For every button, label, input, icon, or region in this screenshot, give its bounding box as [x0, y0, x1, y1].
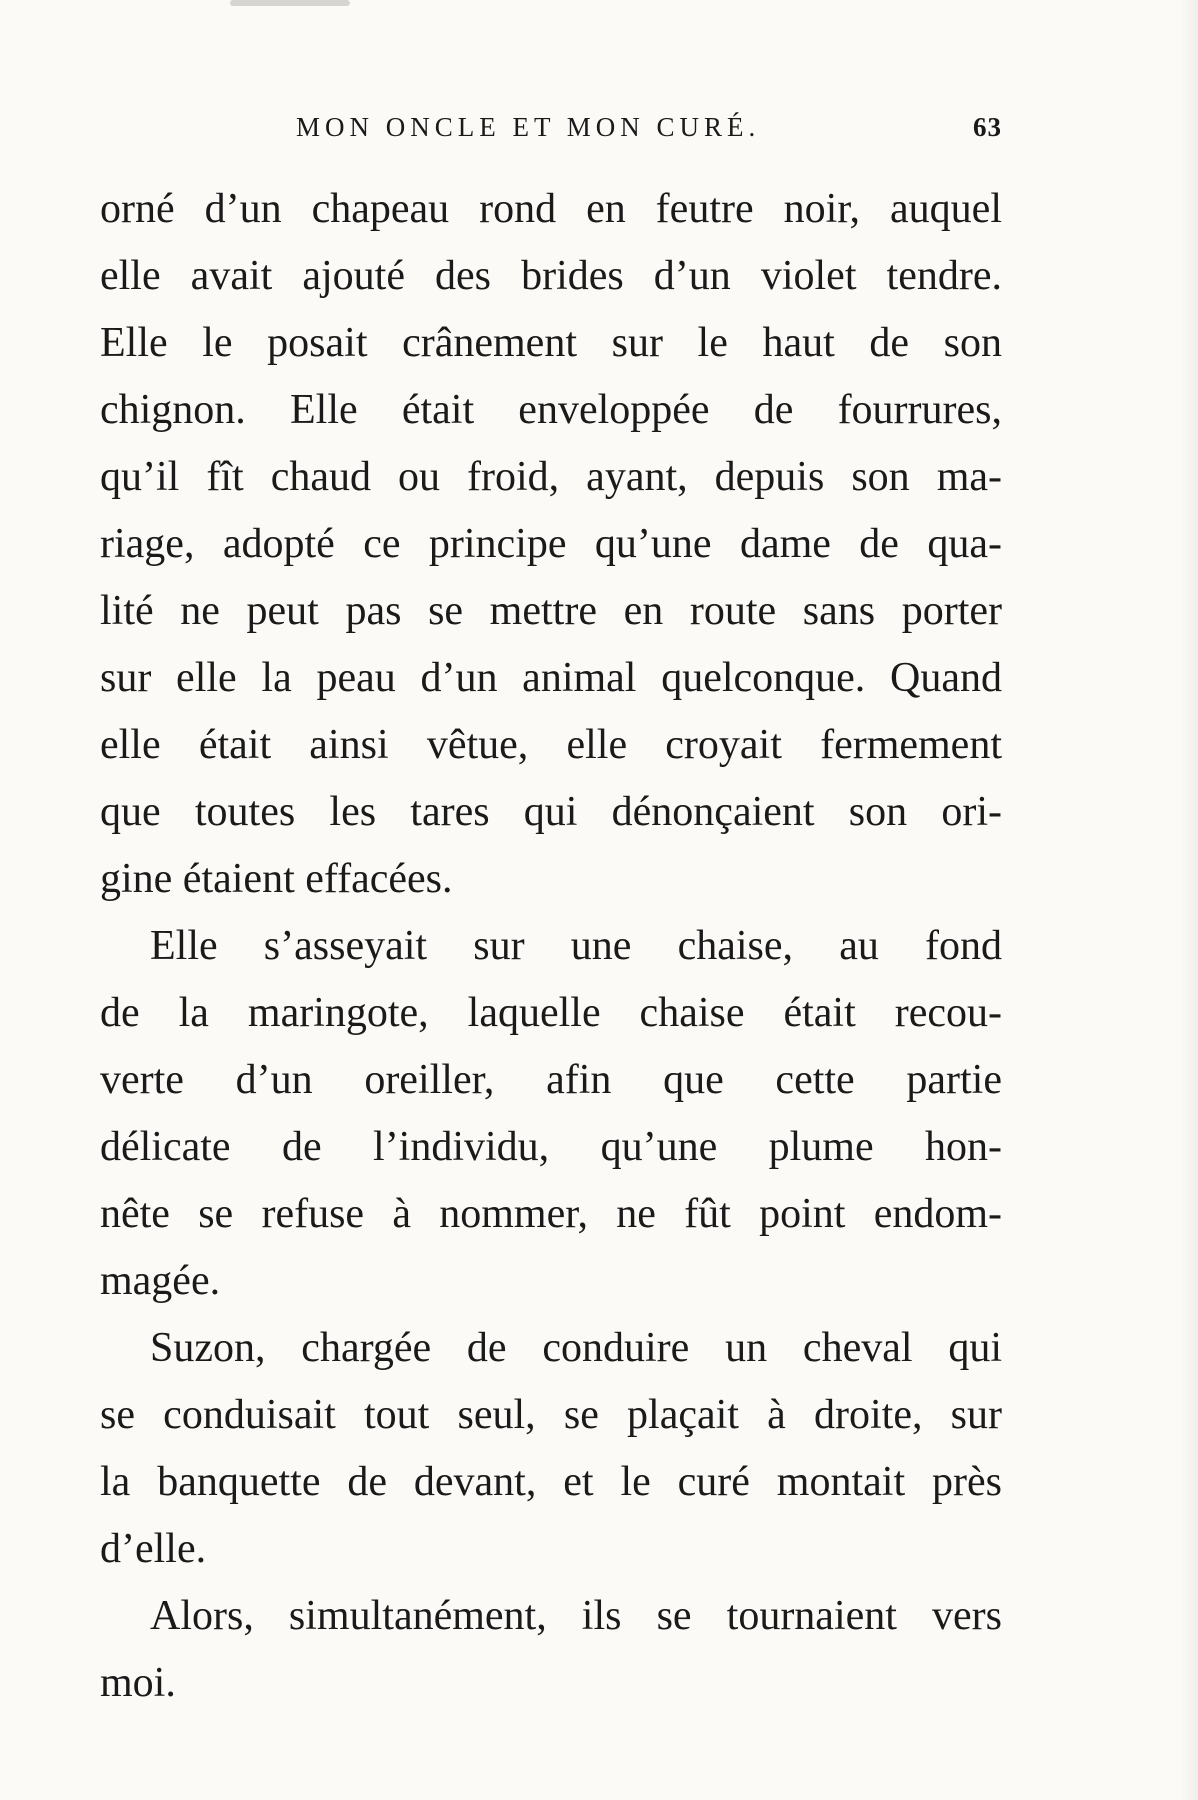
page-header	[96, 112, 1002, 156]
paragraph-3	[100, 1315, 1002, 1583]
text-line: lité ne peut pas se mettre en route sans porter	[100, 588, 1002, 634]
paragraph-2	[100, 913, 1002, 1315]
text-line: sur elle la peau d’un animal quelconque. Quand	[100, 655, 1002, 701]
text-line: de la maringote, laquelle chaise était recou-	[100, 990, 1002, 1036]
text-line: elle était ainsi vêtue, elle croyait fermement	[100, 722, 1002, 768]
text-line: moi.	[100, 1660, 176, 1706]
text-line: que toutes les tares qui dénonçaient son ori-	[100, 789, 1002, 835]
text-line: délicate de l’individu, qu’une plume hon-	[100, 1124, 1002, 1170]
text-line: Elle le posait crânement sur le haut de son	[100, 320, 1002, 366]
paragraph-4	[100, 1583, 1002, 1717]
text-line: Alors, simultanément, ils se tournaient vers	[150, 1593, 1002, 1639]
text-line: Suzon, chargée de conduire un cheval qui	[150, 1325, 1002, 1371]
text-line: orné d’un chapeau rond en feutre noir, auquel	[100, 186, 1002, 232]
text-line: verte d’un oreiller, afin que cette partie	[100, 1057, 1002, 1103]
text-line: chignon. Elle était enveloppée de fourrures,	[100, 387, 1002, 433]
text-line: Elle s’asseyait sur une chaise, au fond	[150, 923, 1002, 969]
paragraph-1	[100, 176, 1002, 913]
text-line: magée.	[100, 1258, 221, 1304]
text-line: elle avait ajouté des brides d’un violet tendre.	[100, 253, 1002, 299]
text-line: la banquette de devant, et le curé montait près	[100, 1459, 1002, 1505]
text-line: nête se refuse à nommer, ne fût point endom-	[100, 1191, 1002, 1237]
body-text	[100, 176, 1002, 1717]
text-line: gine étaient effacées.	[100, 856, 453, 902]
text-line: qu’il fît chaud ou froid, ayant, depuis son ma-	[100, 454, 1002, 500]
text-line: riage, adopté ce principe qu’une dame de qua-	[100, 521, 1002, 567]
ink-smudge	[230, 0, 350, 6]
page-number: 63	[973, 112, 1002, 142]
running-title: MON ONCLE ET MON CURÉ.	[296, 112, 761, 142]
text-line: se conduisait tout seul, se plaçait à droite, sur	[100, 1392, 1002, 1438]
page-edge-shadow	[1180, 0, 1198, 1800]
text-line: d’elle.	[100, 1526, 207, 1572]
